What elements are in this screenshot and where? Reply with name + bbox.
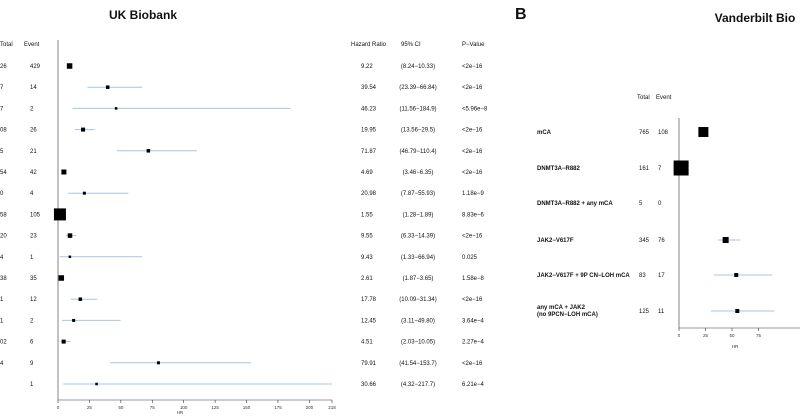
x-tick-label: 200: [305, 405, 314, 410]
row-hazard-ratio: 9.43: [361, 254, 373, 261]
header-pvalue: P−Value: [462, 42, 485, 48]
row-hazard-ratio: 1.55: [361, 212, 373, 219]
row-ci: (10.09−31.34): [399, 297, 437, 304]
x-tick-label: 218: [328, 405, 336, 410]
row-total: 5: [639, 201, 643, 207]
row-pvalue: 1.58e−8: [462, 276, 484, 282]
row-hazard-ratio: 71.87: [361, 148, 377, 155]
x-tick-label: 0: [677, 333, 681, 338]
x-tick-label: 0: [56, 405, 60, 410]
row-pvalue: 1.18e−9: [462, 191, 484, 198]
hazard-ratio-point: [67, 63, 73, 69]
row-event: 14: [30, 85, 37, 92]
row-event: 12: [30, 297, 37, 304]
x-tick-label: 25: [702, 333, 709, 338]
row-pvalue: 3.64e−4: [462, 318, 484, 325]
row-event: 42: [30, 170, 37, 176]
x-tick-label: 75: [755, 333, 762, 338]
row-total: 26: [0, 64, 7, 70]
hazard-ratio-point: [61, 170, 66, 175]
row-total: 5: [0, 148, 4, 155]
row-pvalue: <2e−16: [462, 360, 483, 367]
x-tick-label: 100: [179, 405, 188, 410]
row-event: 1: [30, 254, 34, 261]
row-total: 345: [639, 238, 650, 244]
row-pvalue: 0.025: [462, 254, 478, 261]
row-pvalue: 8.83e−6: [462, 212, 484, 219]
panel-b-header-total: Total: [637, 95, 650, 101]
row-pvalue: <2e−16: [462, 127, 483, 134]
row-ci: (2.03−10.05): [400, 339, 436, 346]
row-event: 0: [658, 201, 662, 207]
row-pvalue: <2e−16: [462, 297, 483, 304]
row-total: 125: [639, 309, 650, 315]
row-hazard-ratio: 39.54: [361, 85, 377, 92]
row-event: 35: [30, 276, 37, 282]
row-total: 38: [0, 276, 7, 282]
row-total: 7: [0, 85, 4, 92]
row-event: 4: [30, 191, 34, 198]
row-ci: (3.11−49.80): [401, 318, 435, 325]
row-pvalue: <2e−16: [462, 170, 483, 176]
hazard-ratio-point: [734, 273, 738, 277]
row-ci: (11.56−184.9): [399, 106, 437, 113]
row-total: 20: [0, 233, 7, 240]
row-ci: (1.33−66.94): [400, 254, 436, 261]
hazard-ratio-point: [54, 208, 66, 220]
row-ci: (7.87−55.93): [400, 191, 436, 198]
hazard-ratio-point: [69, 256, 72, 258]
row-total: 4: [0, 254, 4, 261]
hazard-ratio-point: [59, 275, 64, 281]
row-event: 108: [658, 130, 669, 136]
hazard-ratio-point: [62, 340, 66, 344]
row-hazard-ratio: 17.78: [361, 297, 377, 304]
row-total: 54: [0, 170, 7, 176]
row-hazard-ratio: 2.61: [361, 276, 373, 282]
x-tick-label: 125: [211, 405, 219, 410]
row-total: 83: [639, 273, 646, 279]
hazard-ratio-point: [157, 361, 160, 364]
hazard-ratio-point: [723, 237, 729, 243]
hazard-ratio-point: [106, 85, 110, 89]
panel-a-xlabel: HR: [176, 410, 184, 415]
row-event: 2: [30, 106, 34, 113]
hazard-ratio-point: [674, 161, 689, 176]
row-event: 429: [30, 64, 41, 70]
row-label: JAK2−V617F + 9P CN−LOH mCA: [537, 273, 630, 279]
row-hazard-ratio: 79.91: [361, 360, 377, 367]
panel-b-title: Vanderbilt Bio: [714, 11, 796, 25]
row-total: 7: [0, 106, 4, 113]
row-total: 1: [0, 297, 4, 304]
row-ci: (13.56−29.5): [400, 127, 436, 134]
hazard-ratio-point: [115, 107, 118, 110]
row-event: 23: [30, 233, 37, 240]
row-total: 161: [639, 166, 650, 172]
header-event: Event: [24, 42, 40, 48]
row-pvalue: <2e−16: [462, 64, 483, 70]
row-hazard-ratio: 4.51: [361, 339, 373, 346]
panel-b-header-event: Event: [656, 95, 672, 101]
hazard-ratio-point: [81, 128, 85, 132]
hazard-ratio-point: [95, 383, 98, 386]
panel-a-axis: [57, 400, 337, 415]
row-hazard-ratio: 46.23: [361, 106, 377, 113]
hazard-ratio-point: [698, 127, 708, 137]
row-event: 26: [30, 127, 37, 134]
header-total: Total: [0, 42, 13, 48]
row-ci: (41.54−153.7): [399, 360, 437, 367]
row-hazard-ratio: 4.69: [361, 170, 373, 176]
x-tick-label: 150: [242, 405, 251, 410]
header-ci: 95% CI: [401, 42, 421, 48]
row-ci: (23.39−66.84): [399, 85, 437, 92]
row-total: 02: [0, 339, 7, 346]
row-event: 6: [30, 339, 34, 346]
x-tick-label: 50: [729, 333, 735, 338]
row-event: 17: [658, 273, 665, 279]
row-event: 76: [658, 238, 665, 244]
row-ci: (8.24−10.33): [400, 64, 436, 70]
row-ci: (6.33−14.39): [400, 233, 436, 240]
row-hazard-ratio: 12.45: [361, 318, 377, 325]
hazard-ratio-point: [735, 309, 739, 313]
x-tick-label: 25: [86, 405, 92, 410]
panel-b-xlabel: HR: [731, 344, 739, 349]
row-label: DNMT3A−R882 + any mCA: [537, 201, 613, 207]
row-hazard-ratio: 30.66: [361, 382, 377, 388]
row-ci: (1.87−3.65): [402, 276, 434, 282]
row-total: 58: [0, 212, 7, 219]
row-event: 2: [30, 318, 34, 325]
hazard-ratio-point: [79, 297, 83, 301]
hazard-ratio-point: [147, 149, 151, 153]
row-pvalue: 6.21e−4: [462, 382, 484, 388]
row-total: 0: [0, 191, 4, 198]
row-label-line2: (no 9PCN−LOH mCA): [537, 312, 598, 318]
row-label: mCA: [537, 130, 552, 136]
hazard-ratio-point: [72, 319, 75, 322]
row-event: 7: [658, 166, 662, 172]
row-event: 21: [30, 148, 37, 155]
row-event: 11: [658, 309, 665, 315]
panel-a-rows: [0, 40, 488, 400]
row-total: 1: [0, 318, 4, 325]
x-tick-label: 50: [118, 405, 124, 410]
row-hazard-ratio: 19.95: [361, 127, 377, 134]
row-label: JAK2−V617F: [537, 238, 574, 244]
x-tick-label: 75: [149, 405, 155, 410]
row-event: 1: [30, 382, 34, 388]
row-ci: (46.79−110.4): [399, 148, 437, 155]
row-pvalue: <2e−16: [462, 85, 483, 92]
row-total: 4: [0, 360, 4, 367]
row-total: 08: [0, 127, 7, 134]
hazard-ratio-point: [83, 192, 86, 195]
row-pvalue: <2e−16: [462, 233, 483, 240]
x-tick-label: 175: [274, 405, 282, 410]
row-event: 105: [30, 212, 41, 219]
row-label: DNMT3A−R882: [537, 166, 580, 172]
row-event: 9: [30, 360, 34, 367]
row-ci: (4.32−217.7): [400, 382, 436, 388]
panel-a-title: UK Biobank: [108, 8, 178, 22]
row-ci: (3.46−6.35): [402, 170, 434, 176]
row-hazard-ratio: 20.98: [361, 191, 377, 198]
panel-b-letter: B: [515, 6, 527, 23]
row-label: any mCA + JAK2: [537, 305, 585, 311]
hazard-ratio-point: [68, 233, 73, 238]
row-total: 765: [639, 130, 650, 136]
row-pvalue: <5.96e−8: [462, 106, 488, 113]
row-pvalue: 2.27e−4: [462, 339, 484, 346]
row-hazard-ratio: 9.22: [361, 64, 373, 70]
panel-b-rows: [537, 118, 774, 328]
row-ci: (1.28−1.89): [402, 212, 434, 219]
row-pvalue: <2e−16: [462, 148, 483, 155]
row-hazard-ratio: 9.55: [361, 233, 373, 240]
header-hazard-ratio: Hazard Ratio: [351, 42, 387, 48]
panel-b-axis: [678, 328, 800, 349]
